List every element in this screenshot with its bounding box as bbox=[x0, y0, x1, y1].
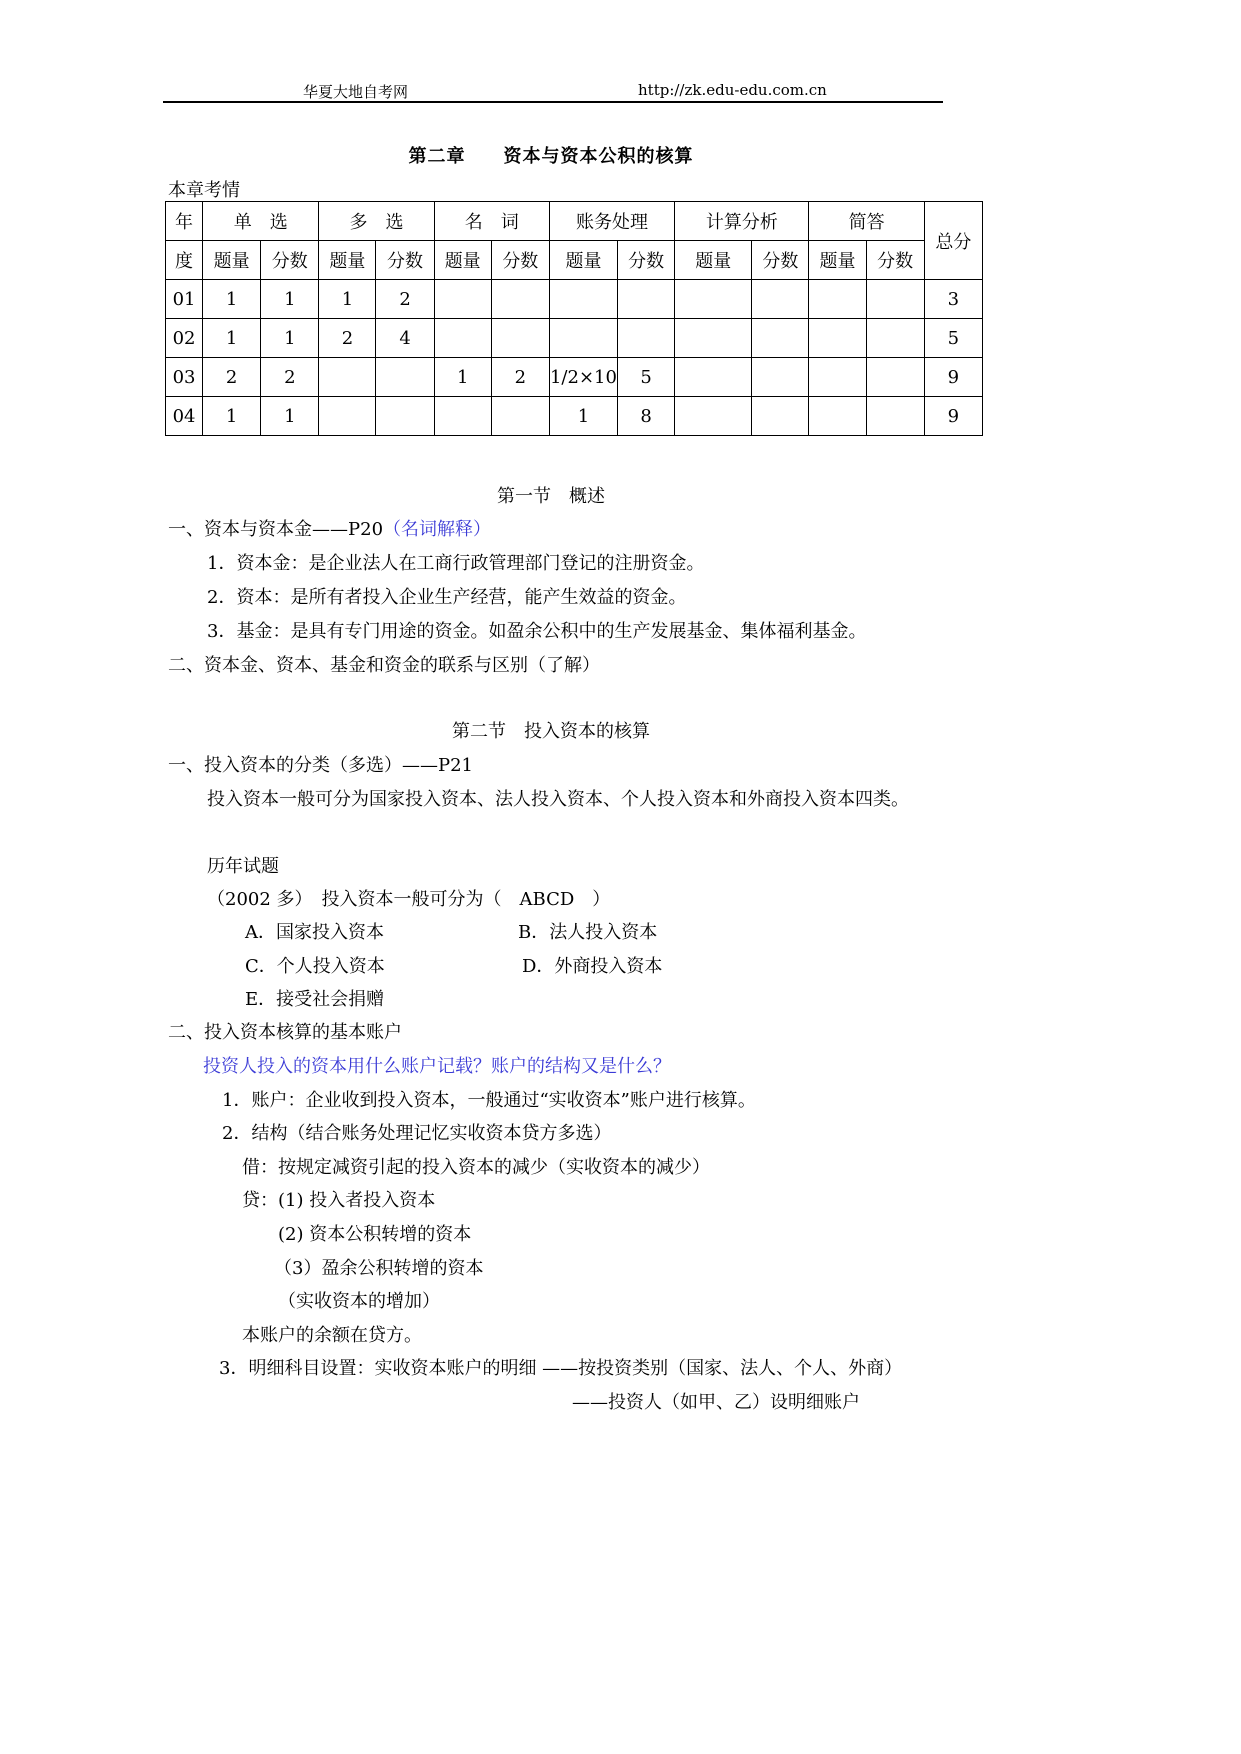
table-cell bbox=[866, 358, 924, 397]
highlight-question: 投资人投入的资本用什么账户记载？账户的结构又是什么？ bbox=[203, 1056, 671, 1077]
table-cell bbox=[866, 319, 924, 358]
subheader-score: 分数 bbox=[261, 241, 319, 280]
table-cell: 1 bbox=[203, 280, 261, 319]
table-cell bbox=[434, 319, 491, 358]
total-cell: 3 bbox=[924, 280, 982, 319]
table-cell bbox=[809, 280, 866, 319]
table-row bbox=[166, 397, 983, 436]
year-header-top: 年 bbox=[166, 202, 203, 241]
subheader-count: 题量 bbox=[675, 241, 752, 280]
total-cell: 9 bbox=[924, 397, 982, 436]
table-cell: 1 bbox=[203, 397, 261, 436]
option-c: C．个人投入资本 bbox=[245, 956, 385, 977]
option-d: D．外商投入资本 bbox=[522, 956, 663, 977]
group-header: 名 词 bbox=[434, 202, 549, 241]
table-cell bbox=[491, 319, 549, 358]
site-url: http://zk.edu-edu.com.cn bbox=[638, 81, 827, 99]
table-cell: 1/2×10 bbox=[549, 358, 617, 397]
site-name: 华夏大地自考网 bbox=[303, 83, 409, 101]
table-row bbox=[166, 319, 983, 358]
subheader-count: 题量 bbox=[203, 241, 261, 280]
subheader-score: 分数 bbox=[752, 241, 809, 280]
table-cell bbox=[376, 358, 434, 397]
table-cell bbox=[809, 319, 866, 358]
subheader-count: 题量 bbox=[319, 241, 376, 280]
table-cell bbox=[319, 397, 376, 436]
year-cell: 02 bbox=[166, 319, 203, 358]
table-cell: 4 bbox=[376, 319, 434, 358]
table-cell bbox=[675, 358, 752, 397]
section1-item1-note: （名词解释） bbox=[383, 519, 492, 540]
section2-item1-text: 投入资本一般可分为国家投入资本、法人投入资本、个人投入资本和外商投入资本四类。 bbox=[207, 789, 909, 810]
detail-line2: ——投资人（如甲、乙）设明细账户 bbox=[572, 1392, 860, 1413]
subheader-score: 分数 bbox=[491, 241, 549, 280]
section1-item1-text: 一、资本与资本金——P20 bbox=[168, 519, 384, 540]
account-point2: 2．结构（结合账务处理记忆实收资本贷方多选） bbox=[222, 1123, 612, 1144]
header-divider bbox=[163, 101, 943, 103]
exam-question: （2002 多） 投入资本一般可分为（ ABCD ） bbox=[207, 889, 611, 910]
table-cell bbox=[866, 397, 924, 436]
subheader-score: 分数 bbox=[866, 241, 924, 280]
table-cell: 1 bbox=[319, 280, 376, 319]
section2-item1: 一、投入资本的分类（多选）——P21 bbox=[168, 755, 474, 776]
table-cell bbox=[618, 319, 675, 358]
table-cell: 2 bbox=[491, 358, 549, 397]
table-cell: 1 bbox=[549, 397, 617, 436]
table-cell: 1 bbox=[434, 358, 491, 397]
group-header: 计算分析 bbox=[675, 202, 809, 241]
group-header: 单 选 bbox=[203, 202, 319, 241]
account-point1: 1．账户：企业收到投入资本，一般通过“实收资本”账户进行核算。 bbox=[222, 1090, 756, 1111]
option-e: E．接受社会捐赠 bbox=[245, 989, 385, 1010]
table-cell bbox=[809, 397, 866, 436]
subheader-score: 分数 bbox=[618, 241, 675, 280]
total-header: 总分 bbox=[924, 202, 982, 280]
exam-stats-caption: 本章考情 bbox=[168, 180, 240, 201]
table-cell bbox=[752, 280, 809, 319]
table-cell bbox=[549, 319, 617, 358]
year-cell: 04 bbox=[166, 397, 203, 436]
table-row bbox=[166, 280, 983, 319]
table-cell bbox=[376, 397, 434, 436]
section1-point1: 1．资本金：是企业法人在工商行政管理部门登记的注册资金。 bbox=[207, 553, 705, 574]
table-cell: 2 bbox=[376, 280, 434, 319]
table-cell: 2 bbox=[203, 358, 261, 397]
credit-line1: 贷：(1) 投入者投入资本 bbox=[242, 1190, 436, 1211]
subheader-count: 题量 bbox=[549, 241, 617, 280]
subheader-score: 分数 bbox=[376, 241, 434, 280]
section1-item1 bbox=[168, 515, 491, 541]
table-cell: 1 bbox=[261, 280, 319, 319]
year-cell: 01 bbox=[166, 280, 203, 319]
table-cell bbox=[319, 358, 376, 397]
section1-item2: 二、资本金、资本、基金和资金的联系与区别（了解） bbox=[168, 655, 600, 676]
section1-title: 第一节 概述 bbox=[497, 486, 605, 507]
year-cell: 03 bbox=[166, 358, 203, 397]
subheader-count: 题量 bbox=[434, 241, 491, 280]
table-cell bbox=[675, 319, 752, 358]
table-cell: 8 bbox=[618, 397, 675, 436]
table-cell bbox=[809, 358, 866, 397]
table-cell: 2 bbox=[319, 319, 376, 358]
table-cell bbox=[491, 397, 549, 436]
table-cell bbox=[752, 319, 809, 358]
balance-note: 本账户的余额在贷方。 bbox=[242, 1325, 422, 1346]
table-cell: 1 bbox=[203, 319, 261, 358]
table-subheader-row bbox=[166, 241, 983, 280]
section2-title: 第二节 投入资本的核算 bbox=[452, 721, 650, 742]
credit-line2: (2) 资本公积转增的资本 bbox=[278, 1224, 472, 1245]
table-cell bbox=[434, 397, 491, 436]
credit-note: （实收资本的增加） bbox=[278, 1291, 440, 1312]
table-cell bbox=[866, 280, 924, 319]
table-cell bbox=[675, 280, 752, 319]
table-cell bbox=[675, 397, 752, 436]
section1-point3: 3．基金：是具有专门用途的资金。如盈余公积中的生产发展基金、集体福利基金。 bbox=[207, 621, 867, 642]
group-header: 简答 bbox=[809, 202, 924, 241]
table-cell bbox=[752, 397, 809, 436]
total-cell: 9 bbox=[924, 358, 982, 397]
table-cell bbox=[752, 358, 809, 397]
year-header-bottom: 度 bbox=[166, 241, 203, 280]
subheader-count: 题量 bbox=[809, 241, 866, 280]
table-cell bbox=[618, 280, 675, 319]
table-cell bbox=[434, 280, 491, 319]
section2-item2: 二、投入资本核算的基本账户 bbox=[168, 1022, 402, 1043]
table-cell bbox=[549, 280, 617, 319]
option-b: B．法人投入资本 bbox=[518, 922, 658, 943]
option-a: A．国家投入资本 bbox=[245, 922, 384, 943]
table-cell: 1 bbox=[261, 319, 319, 358]
chapter-title: 第二章 资本与资本公积的核算 bbox=[408, 146, 694, 167]
table-cell: 1 bbox=[261, 397, 319, 436]
group-header: 账务处理 bbox=[549, 202, 674, 241]
past-exam-label: 历年试题 bbox=[207, 856, 279, 877]
credit-line3: （3）盈余公积转增的资本 bbox=[274, 1258, 484, 1279]
table-cell: 2 bbox=[261, 358, 319, 397]
total-cell: 5 bbox=[924, 319, 982, 358]
detail-line1: 3．明细科目设置：实收资本账户的明细 ——按投资类别（国家、法人、个人、外商） bbox=[219, 1358, 903, 1379]
section1-point2: 2．资本：是所有者投入企业生产经营，能产生效益的资金。 bbox=[207, 587, 687, 608]
table-cell bbox=[491, 280, 549, 319]
group-header: 多 选 bbox=[319, 202, 434, 241]
table-cell: 5 bbox=[618, 358, 675, 397]
table-row bbox=[166, 358, 983, 397]
table-header-row bbox=[166, 202, 983, 241]
debit-line: 借：按规定减资引起的投入资本的减少（实收资本的减少） bbox=[242, 1157, 710, 1178]
exam-stats-table bbox=[165, 201, 983, 436]
